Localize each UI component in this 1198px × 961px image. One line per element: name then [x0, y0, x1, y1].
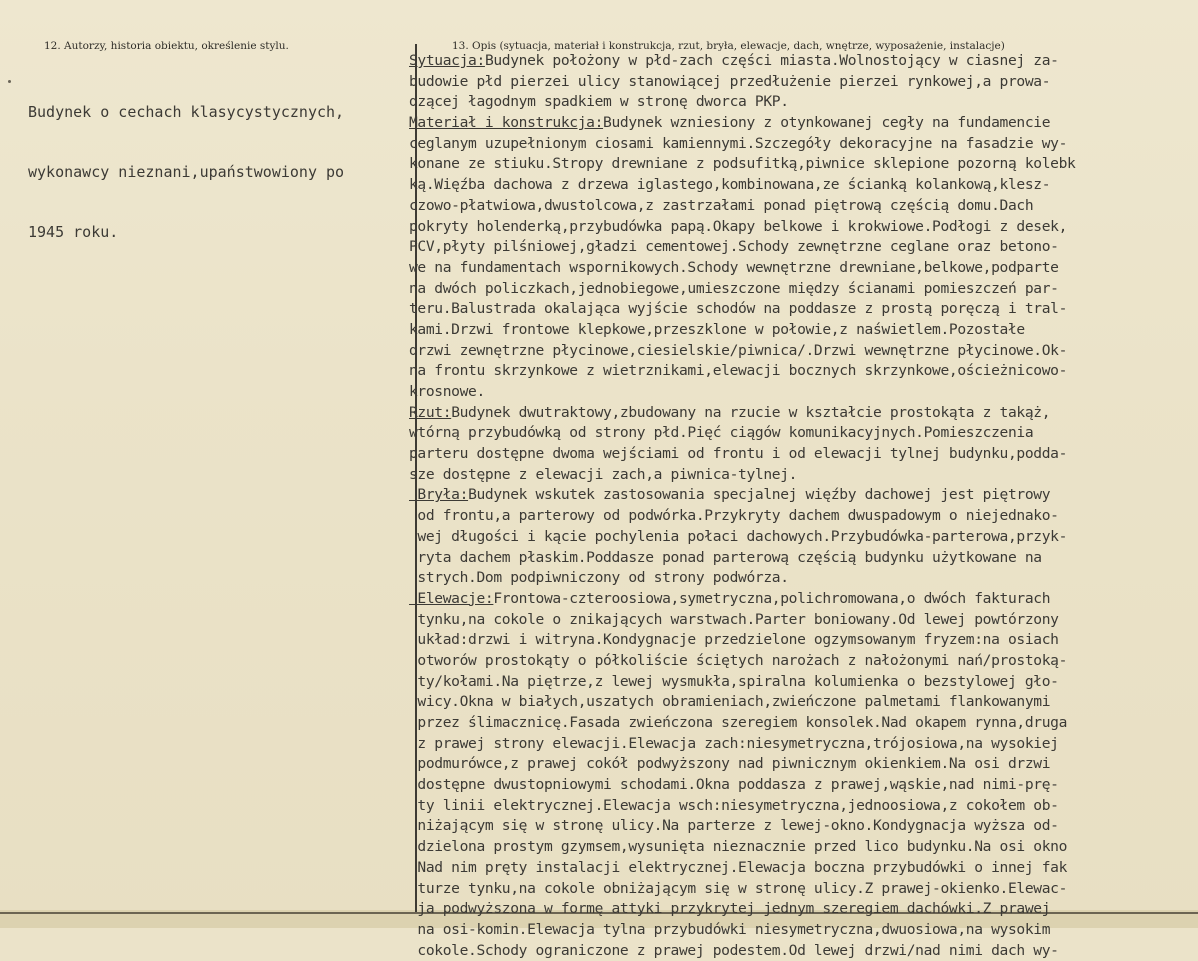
line-text: na frontu skrzynkowe z wietrznikami,elewacji bocznych skrzynkowe,ościeżnicowo-	[409, 362, 1068, 380]
description-line	[409, 485, 1198, 506]
description-text	[409, 51, 1198, 961]
line-text: konane ze stiuku.Stropy drewniane z podsufitką,piwnice sklepione pozorną kolebk	[409, 155, 1076, 173]
description-line	[409, 279, 1198, 300]
line-text: dzielona prostym gzymsem,wysunięta nieznacznie przed lico budynku.Na osi okno	[409, 838, 1068, 856]
line-text: otworów prostokąty o półkoliście ściętych narożach z nałożonymi nań/prostoką-	[409, 651, 1068, 669]
description-line	[409, 92, 1198, 113]
line-text: budowie płd pierzei ulicy stanowiącej przedłużenie pierzei rynkowej,a prowa-	[409, 72, 1051, 90]
line-text: Budynek dwutraktowy,zbudowany na rzucie w kształcie prostokąta z takąż,	[451, 403, 1051, 421]
line-text: podmurówce,z prawej cokół podwyższony nad piwnicznym okienkiem.Na osi drzwi	[409, 755, 1051, 773]
description-line	[409, 51, 1198, 72]
description-line	[409, 630, 1198, 651]
line-text: ceglanym uzupełnionym ciosami kamiennymi.Szczegóły dekoracyjne na fasadzie wy-	[409, 134, 1068, 152]
description-line	[409, 341, 1198, 362]
description-line	[409, 72, 1198, 93]
description-line	[409, 299, 1198, 320]
line-text: czowo-płatwiowa,dwustolcowa,z zastrzałami ponad piętrową częścią domu.Dach	[409, 196, 1034, 214]
line-text: układ:drzwi i witryna.Kondygnacje przedzielone ogzymsowanym fryzem:na osiach	[409, 631, 1059, 649]
line-text: na osi-komin.Elewacja tylna przybudówki niesymetryczna,dwuosiowa,na wysokim	[409, 920, 1051, 938]
line-text: strych.Dom podpiwniczony od strony podwórza.	[409, 569, 789, 587]
description-line	[409, 775, 1198, 796]
description-line	[409, 734, 1198, 755]
line-text: kami.Drzwi frontowe klepkowe,przeszklone w połowie,z naświetlem.Pozostałe	[409, 320, 1025, 338]
line-text: drzwi zewnętrzne płycinowe,ciesielskie/piwnica/.Drzwi wewnętrzne płycinowe.Ok-	[409, 341, 1068, 359]
left-column-text	[28, 62, 344, 262]
left-line: wykonawcy nieznani,upaństwowiony po	[28, 163, 345, 181]
line-text: ką.Więźba dachowa z drzewa iglastego,kombinowana,ze ścianką kolankową,klesz-	[409, 176, 1051, 194]
description-line	[409, 320, 1198, 341]
line-text: Nad nim pręty instalacji elektrycznej.Elewacja boczna przybudówki o innej fak	[409, 858, 1068, 876]
section-label: Elewacje:	[409, 589, 494, 607]
left-column-heading: 12. Autorzy, historia obiektu, określenie stylu.	[44, 40, 289, 52]
line-text: ja podwyższona w formę attyki przykrytej jednym szeregiem dachówki.Z prawej	[409, 900, 1051, 918]
line-text: teru.Balustrada okalająca wyjście schodów na poddasze z prostą poręczą i tral-	[409, 300, 1068, 318]
description-line	[409, 941, 1198, 961]
description-line	[409, 816, 1198, 837]
description-line	[409, 879, 1198, 900]
line-text: krosnowe.	[409, 383, 485, 400]
description-line	[409, 361, 1198, 382]
description-line	[409, 403, 1198, 424]
line-text: parteru dostępne dwoma wejściami od frontu i od elewacji tylnej budynku,podda-	[409, 445, 1068, 463]
description-line	[409, 175, 1198, 196]
description-line	[409, 527, 1198, 548]
description-line	[409, 920, 1198, 941]
section-label: Sytuacja:	[409, 52, 485, 69]
line-text: Budynek wzniesiony z otynkowanej cegły na fundamencie	[603, 114, 1051, 132]
description-line	[409, 754, 1198, 775]
description-line	[409, 423, 1198, 444]
line-text: turze tynku,na cokole obniżającym się w stronę ulicy.Z prawej-okienko.Elewac-	[409, 879, 1068, 897]
line-text: dostępne dwustopniowymi schodami.Okna poddasza z prawej,wąskie,nad nimi-prę-	[409, 776, 1059, 794]
description-line	[409, 217, 1198, 238]
line-text: na dwóch policzkach,jednobiegowe,umieszczone między ścianami pomieszczeń par-	[409, 279, 1059, 297]
line-text: Budynek położony w płd-zach części miasta.Wolnostojący w ciasnej za-	[484, 52, 1059, 69]
description-line	[409, 837, 1198, 858]
description-line	[409, 258, 1198, 279]
line-text: ty linii elektrycznej.Elewacja wsch:niesymetryczna,jednoosiowa,z cokołem ob-	[409, 796, 1059, 814]
description-line	[409, 134, 1198, 155]
description-line	[409, 651, 1198, 672]
left-line: 1945 roku.	[28, 223, 119, 241]
left-line: Budynek o cechach klasycystycznych,	[28, 103, 345, 121]
description-line	[409, 196, 1198, 217]
description-line	[409, 858, 1198, 879]
description-line	[409, 692, 1198, 713]
description-line	[409, 796, 1198, 817]
description-line	[409, 548, 1198, 569]
description-line	[409, 465, 1198, 486]
line-text: we na fundamentach wspornikowych.Schody wewnętrzne drewniane,belkowe,podparte	[409, 258, 1059, 276]
description-line	[409, 899, 1198, 920]
line-text: sze dostępne z elewacji zach,a piwnica-tylnej.	[409, 465, 798, 483]
line-text: ty/kołami.Na piętrze,z lewej wysmukła,spiralna kolumienka o bezstylowej gło-	[409, 672, 1059, 690]
description-line	[409, 713, 1198, 734]
line-text: pokryty holenderką,przybudówka papą.Okapy belkowe i krokwiowe.Podłogi z desek,	[409, 217, 1068, 235]
line-text: z prawej strony elewacji.Elewacja zach:niesymetryczna,trójosiowa,na wysokiej	[409, 734, 1059, 752]
line-text: niżającym się w stronę ulicy.Na parterze z lewej-okno.Kondygnacja wyższa od-	[409, 817, 1059, 835]
line-text: PCV,płyty pilśniowej,gładzi cementowej.Schody zewnętrzne ceglane oraz betono-	[409, 238, 1059, 256]
section-label: Rzut:	[409, 403, 452, 421]
section-label: Materiał i konstrukcja:	[409, 114, 604, 132]
description-line	[409, 237, 1198, 258]
line-text: Frontowa-czteroosiowa,symetryczna,polichromowana,o dwóch fakturach	[493, 589, 1051, 607]
line-text: wicy.Okna w białych,uszatych obramieniach,zwieńczone palmetami flankowanymi	[409, 693, 1051, 711]
description-line	[409, 382, 1198, 403]
line-text: wej długości i kącie pochylenia połaci dachowych.Przybudówka-parterowa,przyk-	[409, 527, 1068, 545]
section-label: Bryła:	[409, 486, 469, 504]
description-line	[409, 610, 1198, 631]
line-text: cokole.Schody ograniczone z prawej podestem.Od lewej drzwi/nad nimi dach wy-	[409, 941, 1059, 959]
line-text: tynku,na cokole o znikających warstwach.Parter boniowany.Od lewej powtórzony	[409, 610, 1059, 628]
line-text: ryta dachem płaskim.Poddasze ponad parterową częścią budynku użytkowane na	[409, 548, 1042, 566]
description-line	[409, 589, 1198, 610]
bullet-mark	[8, 80, 11, 83]
description-line	[409, 113, 1198, 134]
line-text: Budynek wskutek zastosowania specjalnej więźby dachowej jest piętrowy	[468, 486, 1051, 504]
right-column-heading: 13. Opis (sytuacja, materiał i konstrukcja, rzut, bryła, elewacje, dach, wnętrze, wyposażenie, instalacje)	[452, 40, 1005, 52]
description-line	[409, 154, 1198, 175]
description-line	[409, 506, 1198, 527]
description-line	[409, 444, 1198, 465]
line-text: wtórną przybudówką od strony płd.Pięć ciągów komunikacyjnych.Pomieszczenia	[409, 424, 1034, 442]
line-text: przez ślimacznicę.Fasada zwieńczona szeregiem konsolek.Nad okapem rynna,druga	[409, 714, 1068, 731]
line-text: od frontu,a parterowy od podwórka.Przykryty dachem dwuspadowym o niejednako-	[409, 507, 1059, 525]
description-line	[409, 568, 1198, 589]
line-text: dzącej łagodnym spadkiem w stronę dworca PKP.	[409, 93, 789, 111]
description-line	[409, 672, 1198, 693]
